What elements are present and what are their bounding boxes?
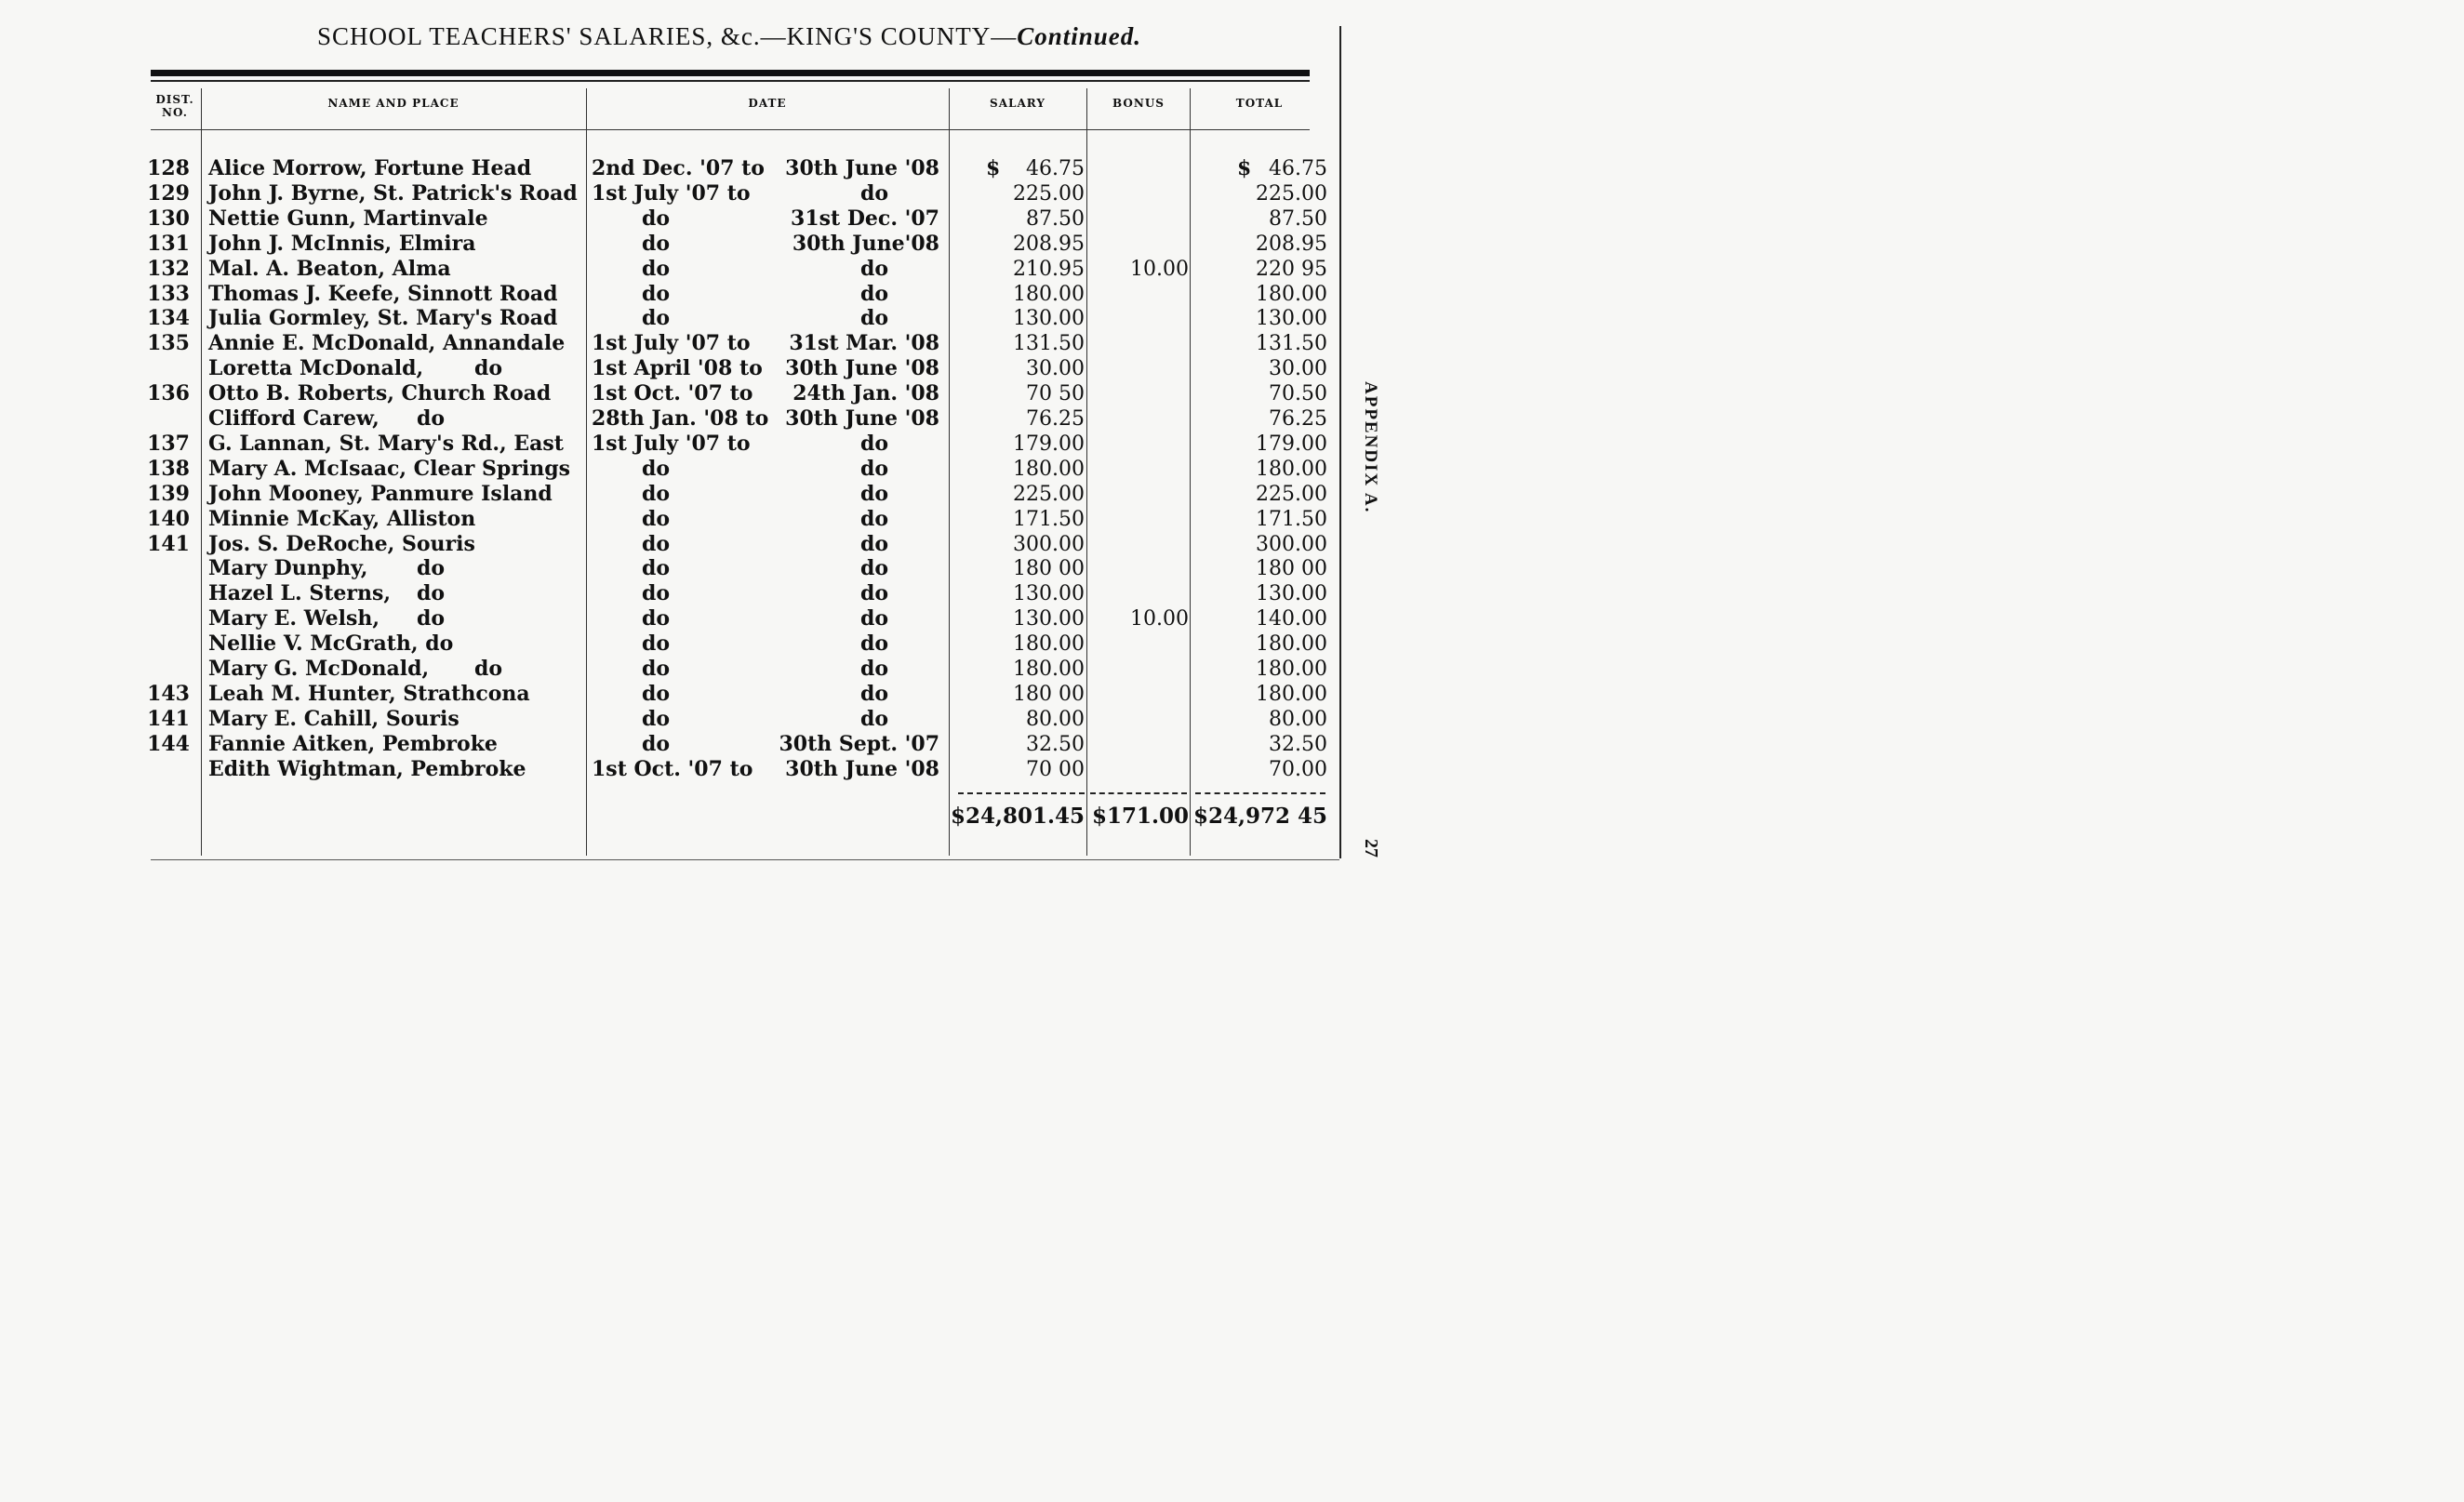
header-salary: SALARY [990, 97, 1046, 110]
dist-no: 137 [147, 431, 190, 456]
total-value: 171.50 [1256, 507, 1327, 531]
salary-value: 130.00 [1013, 307, 1085, 331]
dist-no: 143 [147, 681, 190, 706]
date-from: do [642, 306, 671, 331]
teacher-name-place: Otto B. Roberts, Church Road [208, 381, 552, 406]
date-to: 30th June '08 [785, 356, 939, 381]
date-to: do [859, 531, 889, 556]
date-to: do [859, 681, 889, 706]
salary-value: 130.00 [1013, 582, 1085, 606]
date-from: 1st Oct. '07 to [592, 756, 753, 781]
salary-value: 210.95 [1013, 257, 1085, 281]
table-row [0, 457, 1339, 482]
date-to: do [859, 481, 889, 506]
total-value: 80.00 [1269, 707, 1327, 731]
teacher-name-place: Thomas J. Keefe, Sinnott Road [208, 281, 558, 306]
date-from: 1st July '07 to [592, 180, 751, 206]
dist-no: 138 [147, 456, 190, 481]
header-dist-no [151, 93, 199, 119]
salary-value: 225.00 [1013, 482, 1085, 506]
bonus-grand-total: $171.00 [1091, 804, 1189, 829]
total-value: 208.95 [1256, 232, 1327, 256]
dist-no: 141 [147, 706, 190, 731]
salary-value: 70 50 [1026, 382, 1085, 406]
salary-value: 180.00 [1013, 658, 1085, 681]
dist-no: 128 [147, 156, 190, 180]
dist-no: 136 [147, 381, 190, 406]
salary-dollar-sign: $ [986, 156, 1001, 180]
date-from: 1st July '07 to [592, 431, 751, 456]
table-row [0, 757, 1339, 782]
total-value: 180.00 [1256, 282, 1327, 306]
total-grand-total: $24,972 45 [1192, 804, 1327, 829]
date-to: 30th June '08 [785, 406, 939, 431]
place-ditto: do [474, 356, 503, 381]
dist-no: 141 [147, 531, 190, 556]
place-ditto: do [417, 406, 446, 431]
table-row [0, 631, 1339, 657]
teacher-name-place: Minnie McKay, Alliston [208, 506, 476, 531]
total-value: 130.00 [1256, 307, 1327, 331]
salary-value: 130.00 [1013, 607, 1085, 631]
total-total-rule [1195, 792, 1325, 794]
total-value: 87.50 [1269, 206, 1327, 231]
date-from: do [642, 731, 671, 756]
table-row [0, 356, 1339, 381]
place-ditto: do [417, 581, 446, 606]
date-to: 30th June'08 [792, 231, 939, 256]
teacher-name-place: Edith Wightman, Pembroke [208, 756, 526, 781]
total-value: 180.00 [1256, 682, 1327, 706]
date-from: do [642, 456, 671, 481]
date-to: do [859, 281, 889, 306]
table-row [0, 232, 1339, 257]
table-row [0, 156, 1339, 181]
date-from: do [642, 531, 671, 556]
date-from: do [642, 631, 671, 657]
title-main: SCHOOL TEACHERS' SALARIES, &c.—KING'S COUNTY— [316, 22, 1018, 50]
header-total: TOTAL [1235, 97, 1284, 110]
total-dollar-sign: $ [1237, 156, 1252, 180]
teacher-name-place: Clifford Carew, [208, 406, 380, 431]
salary-value: 225.00 [1013, 181, 1085, 206]
date-from: 28th Jan. '08 to [592, 406, 769, 431]
date-from: 2nd Dec. '07 to [592, 156, 765, 180]
teacher-name-place: Julia Gormley, St. Mary's Road [208, 306, 558, 331]
teacher-name-place: Nettie Gunn, Martinvale [208, 206, 488, 231]
teacher-name-place: Loretta McDonald, [208, 356, 424, 381]
header-thin-rule [151, 80, 1310, 82]
date-to: 30th June '08 [785, 756, 939, 781]
date-to: do [859, 431, 889, 456]
date-to: do [859, 581, 889, 606]
table-row [0, 556, 1339, 581]
dist-no: 130 [147, 206, 190, 231]
date-to: do [859, 556, 889, 581]
header-dist-line1: DIST. [155, 93, 194, 106]
date-to: do [859, 631, 889, 657]
total-value: 225.00 [1256, 482, 1327, 506]
salary-value: 131.50 [1013, 332, 1085, 356]
teacher-name-place: Fannie Aitken, Pembroke [208, 731, 498, 756]
date-to: do [859, 306, 889, 331]
date-to: do [859, 706, 889, 731]
place-ditto: do [474, 657, 503, 681]
date-from: 1st April '08 to [592, 356, 763, 381]
header-bottom-rule [151, 129, 1310, 130]
salary-value: 30.00 [1026, 357, 1085, 381]
teacher-name-place: Leah M. Hunter, Strathcona [208, 681, 530, 706]
total-value: 131.50 [1256, 332, 1327, 356]
date-to: do [859, 506, 889, 531]
table-row [0, 206, 1339, 232]
header-name-place: NAME AND PLACE [327, 97, 460, 110]
date-from: do [642, 606, 671, 631]
teacher-name-place: Mal. A. Beaton, Alma [208, 256, 451, 281]
dist-no: 135 [147, 331, 190, 356]
total-value: 220 95 [1256, 257, 1327, 281]
dist-no: 134 [147, 306, 190, 331]
total-value: 76.25 [1269, 407, 1327, 431]
date-from: do [642, 206, 671, 231]
teacher-name-place: Mary A. McIsaac, Clear Springs [208, 456, 571, 481]
salary-value: 70 00 [1026, 757, 1085, 781]
salary-value: 32.50 [1026, 732, 1085, 756]
table-row [0, 657, 1339, 682]
total-value: 180.00 [1256, 457, 1327, 481]
date-from: do [642, 506, 671, 531]
total-value: 180.00 [1256, 658, 1327, 681]
teacher-name-place: John J. Byrne, St. Patrick's Road [208, 180, 578, 206]
bonus-total-rule [1090, 792, 1187, 794]
salary-value: 180.00 [1013, 632, 1085, 657]
dist-no: 131 [147, 231, 190, 256]
teacher-name-place: Annie E. McDonald, Annandale [208, 331, 566, 356]
dist-no: 132 [147, 256, 190, 281]
total-value: 180 00 [1256, 557, 1327, 581]
page-title [0, 22, 1458, 51]
table-row [0, 606, 1339, 631]
date-from: do [642, 231, 671, 256]
total-value: 225.00 [1256, 181, 1327, 206]
right-margin-rule [1339, 26, 1341, 858]
teacher-name-place: Mary Dunphy, [208, 556, 368, 581]
table-row [0, 532, 1339, 557]
date-from: 1st Oct. '07 to [592, 381, 753, 406]
table-row [0, 682, 1339, 707]
date-to: do [859, 256, 889, 281]
table-row [0, 707, 1339, 732]
title-continued: Continued. [1017, 22, 1142, 50]
header-date: DATE [748, 97, 787, 110]
teacher-name-place: G. Lannan, St. Mary's Rd., East [208, 431, 564, 456]
salary-value: 87.50 [1026, 206, 1085, 231]
date-to: 24th Jan. '08 [792, 381, 939, 406]
salary-total-rule [958, 792, 1085, 794]
salary-value: 180.00 [1013, 282, 1085, 306]
table-row [0, 306, 1339, 331]
total-value: 32.50 [1269, 732, 1327, 756]
salary-value: 171.50 [1013, 507, 1085, 531]
date-from: do [642, 581, 671, 606]
date-to: 31st Mar. '08 [789, 331, 939, 356]
salary-value: 80.00 [1026, 707, 1085, 731]
dist-no: 133 [147, 281, 190, 306]
date-from: do [642, 681, 671, 706]
appendix-label: APPENDIX A. [1361, 381, 1380, 514]
table-row [0, 181, 1339, 206]
table-row [0, 282, 1339, 307]
table-row [0, 581, 1339, 606]
salary-value: 180 00 [1013, 682, 1085, 706]
teacher-name-place: Alice Morrow, Fortune Head [208, 156, 532, 180]
total-value: 180.00 [1256, 632, 1327, 657]
salary-value: 180.00 [1013, 457, 1085, 481]
place-ditto: do [417, 556, 446, 581]
total-value: 300.00 [1256, 532, 1327, 556]
teacher-name-place: John J. McInnis, Elmira [208, 231, 476, 256]
date-from: do [642, 481, 671, 506]
header-thick-rule [151, 70, 1310, 76]
salary-value: 300.00 [1013, 532, 1085, 556]
teacher-name-place: Jos. S. DeRoche, Souris [208, 531, 475, 556]
date-to: do [859, 456, 889, 481]
place-ditto: do [417, 606, 446, 631]
page-number: 27 [1361, 839, 1381, 857]
date-to: do [859, 657, 889, 681]
total-value: 70.00 [1269, 757, 1327, 781]
dist-no: 140 [147, 506, 190, 531]
salary-value: 76.25 [1026, 407, 1085, 431]
date-to: 31st Dec. '07 [791, 206, 939, 231]
teacher-name-place: Hazel L. Sterns, [208, 581, 392, 606]
table-row [0, 432, 1339, 457]
dist-no: 139 [147, 481, 190, 506]
date-from: do [642, 556, 671, 581]
total-value: 46.75 [1269, 157, 1327, 180]
date-from: do [642, 256, 671, 281]
table-row [0, 331, 1339, 356]
date-from: do [642, 706, 671, 731]
date-to: do [859, 606, 889, 631]
dist-no: 144 [147, 731, 190, 756]
dist-no: 129 [147, 180, 190, 206]
salary-grand-total: $24,801.45 [951, 804, 1085, 829]
total-value: 130.00 [1256, 582, 1327, 606]
teacher-name-place: Mary E. Cahill, Souris [208, 706, 460, 731]
teacher-name-place: John Mooney, Panmure Island [208, 481, 553, 506]
teacher-name-place: Nellie V. McGrath, do [208, 631, 454, 657]
salary-value: 179.00 [1013, 432, 1085, 456]
date-to: do [859, 180, 889, 206]
table-row [0, 381, 1339, 406]
table-row [0, 257, 1339, 282]
table-row [0, 732, 1339, 757]
teacher-name-place: Mary E. Welsh, [208, 606, 380, 631]
date-to: 30th Sept. '07 [779, 731, 939, 756]
total-value: 30.00 [1269, 357, 1327, 381]
date-from: do [642, 657, 671, 681]
date-to: 30th June '08 [785, 156, 939, 180]
salary-value: 180 00 [1013, 557, 1085, 581]
header-bonus: BONUS [1112, 97, 1165, 110]
date-from: do [642, 281, 671, 306]
total-value: 179.00 [1256, 432, 1327, 456]
table-row [0, 507, 1339, 532]
salary-value: 46.75 [1026, 157, 1085, 180]
bonus-value: 10.00 [1130, 257, 1189, 281]
page-bottom-rule [151, 859, 1339, 860]
header-dist-line2: NO. [162, 106, 188, 119]
total-value: 70.50 [1269, 382, 1327, 406]
salary-value: 208.95 [1013, 232, 1085, 256]
total-value: 140.00 [1256, 607, 1327, 631]
bonus-value: 10.00 [1130, 607, 1189, 631]
teacher-name-place: Mary G. McDonald, [208, 657, 430, 681]
date-from: 1st July '07 to [592, 331, 751, 356]
table-row [0, 406, 1339, 432]
table-row [0, 482, 1339, 507]
